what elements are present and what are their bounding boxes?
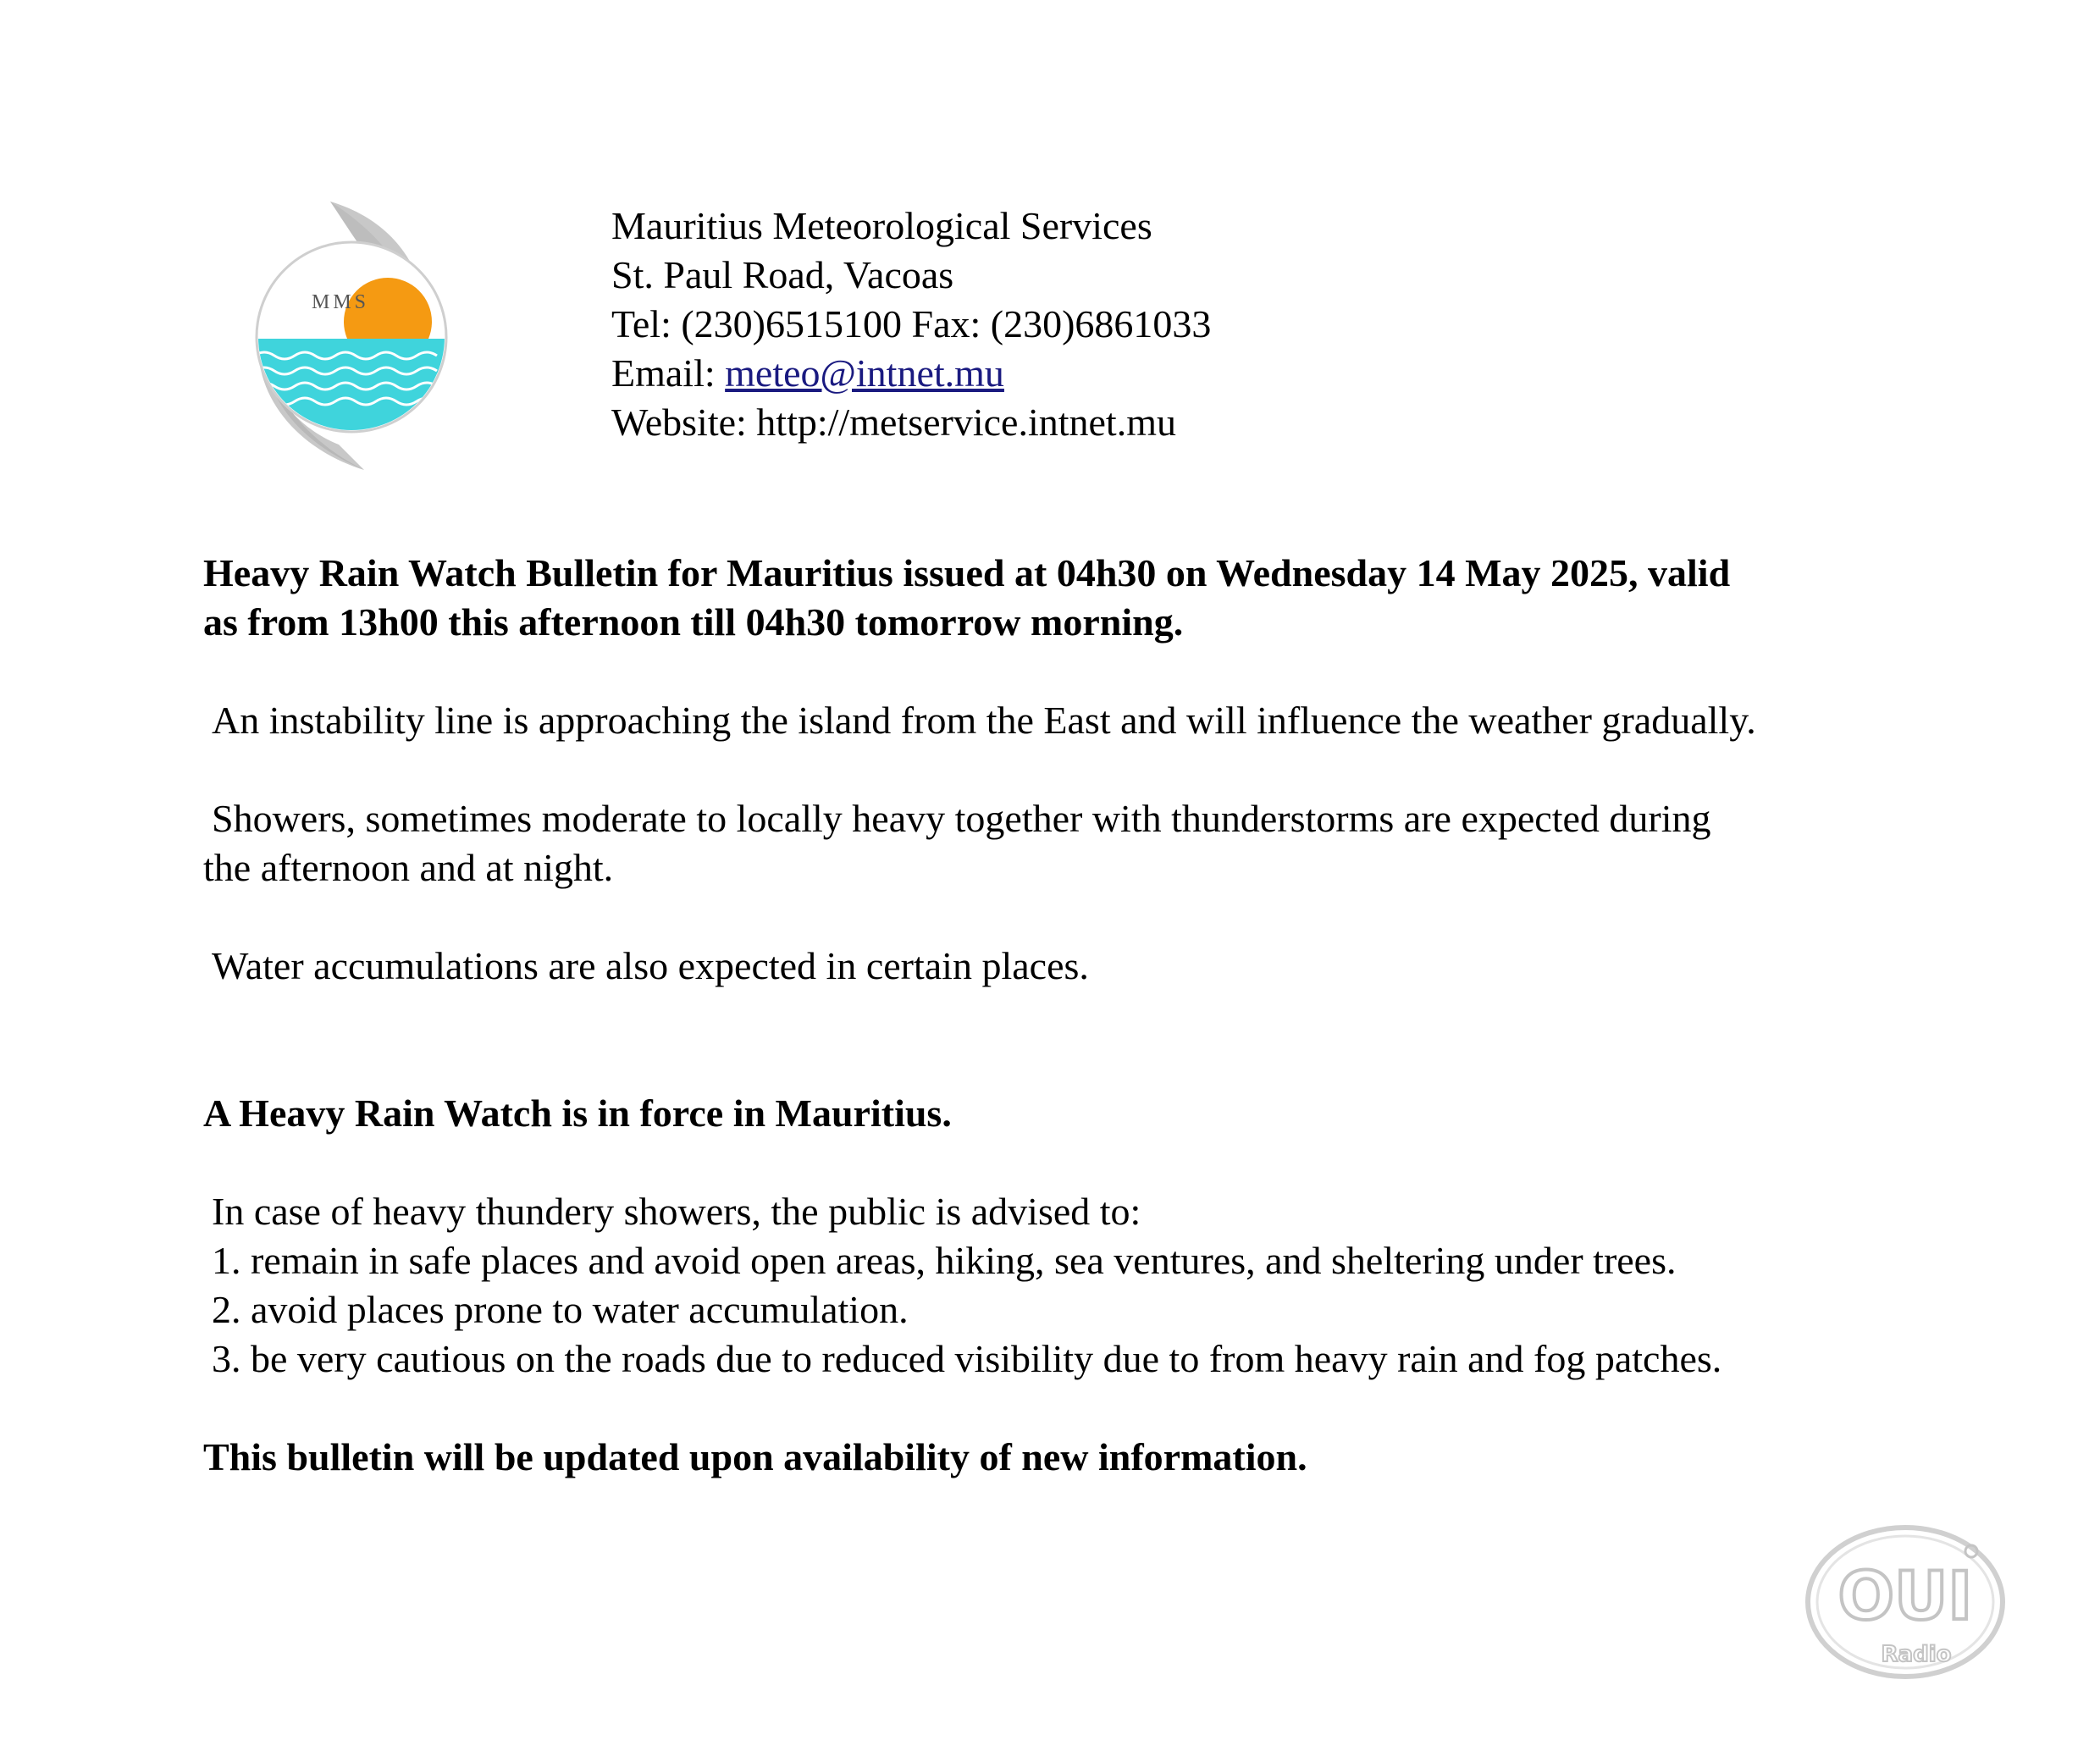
logo-text: MMS bbox=[312, 291, 370, 313]
email-label: Email: bbox=[611, 351, 726, 395]
org-name: Mauritius Meteorological Services bbox=[611, 204, 1152, 247]
watermark-brand: OUI bbox=[1838, 1559, 1973, 1635]
advice-intro: In case of heavy thundery showers, the public is advised to: bbox=[212, 1190, 1141, 1233]
bulletin-title-line1: Heavy Rain Watch Bulletin for Mauritius issued at 04h30 on Wednesday 14 May 2025, valid bbox=[203, 551, 1731, 594]
paragraph-showers-line2: the afternoon and at night. bbox=[203, 846, 614, 889]
email-line bbox=[611, 349, 1211, 398]
email-link[interactable]: meteo@intnet.mu bbox=[725, 351, 1004, 395]
bulletin-title bbox=[203, 549, 1931, 647]
bulletin-title-line2: as from 13h00 this afternoon till 04h30 tomorrow morning. bbox=[203, 600, 1184, 644]
watermark-sub: Radio bbox=[1881, 1642, 1952, 1667]
paragraph-showers bbox=[203, 794, 1931, 892]
advice-item: 1. remain in safe places and avoid open areas, hiking, sea ventures, and sheltering under trees. bbox=[212, 1239, 1677, 1282]
watch-statement: A Heavy Rain Watch is in force in Mauritius. bbox=[203, 1091, 952, 1135]
paragraph-showers-line1: Showers, sometimes moderate to locally heavy together with thunderstorms are expected during bbox=[212, 797, 1711, 840]
header-contact-block bbox=[611, 202, 1211, 447]
website-line: Website: http://metservice.intnet.mu bbox=[611, 401, 1176, 444]
mms-logo bbox=[246, 195, 466, 474]
contact-line: Tel: (230)6515100 Fax: (230)6861033 bbox=[611, 302, 1212, 345]
closing-statement: This bulletin will be updated upon availability of new information. bbox=[203, 1435, 1307, 1478]
advice-item: 2. avoid places prone to water accumulation. bbox=[212, 1288, 909, 1331]
advice-item: 3. be very cautious on the roads due to reduced visibility due to from heavy rain and fog patches. bbox=[212, 1337, 1722, 1380]
paragraph-accumulations: Water accumulations are also expected in certain places. bbox=[212, 944, 1089, 987]
bulletin-body bbox=[203, 549, 1931, 1482]
oui-radio-watermark bbox=[1802, 1517, 2014, 1687]
paragraph-instability: An instability line is approaching the island from the East and will influence the weather gradually. bbox=[212, 699, 1756, 742]
address: St. Paul Road, Vacoas bbox=[611, 253, 954, 296]
